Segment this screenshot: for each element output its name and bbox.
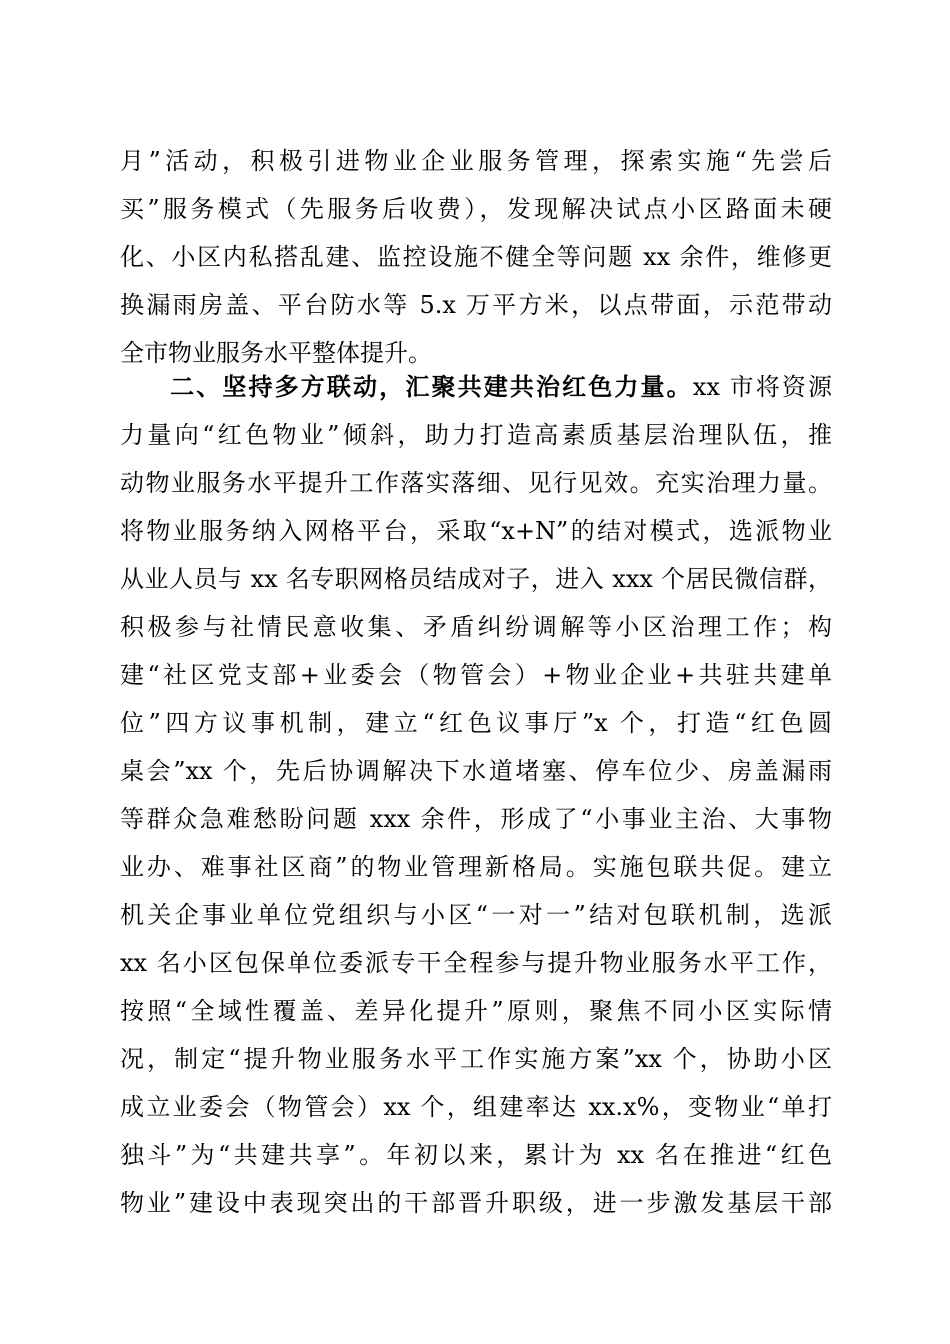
heading-line-rest: xx 市将资源 [692, 373, 833, 401]
paragraph-line: 动物业服务水平提升工作落实落细、见行见效。充实治理力量。 [120, 469, 832, 497]
paragraph-line: 况，制定“提升物业服务水平工作实施方案”xx 个，协助小区 [120, 1045, 832, 1073]
section-heading: 二、坚持多方联动，汇聚共建共治红色力量。 [168, 373, 693, 401]
paragraph-line: 月”活动，积极引进物业企业服务管理，探索实施“先尝后 [120, 147, 832, 175]
paragraph-line: 化、小区内私搭乱建、监控设施不健全等问题 xx 余件，维修更 [120, 243, 832, 271]
paragraph-line: 换漏雨房盖、平台防水等 5.x 万平方米，以点带面，示范带动 [120, 291, 832, 319]
paragraph-first-line [120, 363, 832, 411]
paragraph-line: 等群众急难愁盼问题 xxx 余件，形成了“小事业主治、大事物 [120, 805, 832, 833]
paragraph-line: 按照“全域性覆盖、差异化提升”原则，聚焦不同小区实际情 [120, 997, 832, 1025]
paragraph-line: xx 名小区包保单位委派专干全程参与提升物业服务水平工作， [120, 949, 832, 977]
paragraph-line: 成立业委会（物管会）xx 个，组建率达 xx.x%，变物业“单打 [120, 1093, 832, 1121]
paragraph-line: 力量向“红色物业”倾斜，助力打造高素质基层治理队伍，推 [120, 421, 832, 449]
paragraph-line: 位”四方议事机制，建立“红色议事厅”x 个，打造“红色圆 [120, 709, 832, 737]
paragraph-line: 独斗”为“共建共享”。年初以来，累计为 xx 名在推进“红色 [120, 1141, 832, 1169]
paragraph-line: 从业人员与 xx 名专职网格员结成对子，进入 xxx 个居民微信群， [120, 565, 832, 593]
paragraph-line: 业办、难事社区商”的物业管理新格局。实施包联共促。建立 [120, 853, 832, 881]
paragraph-line: 买”服务模式（先服务后收费），发现解决试点小区路面未硬 [120, 195, 832, 223]
paragraph-line: 积极参与社情民意收集、矛盾纠纷调解等小区治理工作；构 [120, 613, 832, 641]
paragraph-line: 物业”建设中表现突出的干部晋升职级，进一步激发基层干部 [120, 1189, 832, 1217]
paragraph-section-2 [120, 363, 832, 1227]
paragraph-line: 全市物业服务水平整体提升。 [120, 339, 432, 367]
paragraph-line: 将物业服务纳入网格平台，采取“x+N”的结对模式，选派物业 [120, 517, 832, 545]
paragraph-line: 机关企事业单位党组织与小区“一对一”结对包联机制，选派 [120, 901, 832, 929]
paragraph-continued [120, 137, 832, 377]
paragraph-line: 桌会”xx 个，先后协调解决下水道堵塞、停车位少、房盖漏雨 [120, 757, 832, 785]
paragraph-line: 建“社区党支部+业委会（物管会）+物业企业+共驻共建单 [120, 661, 832, 689]
